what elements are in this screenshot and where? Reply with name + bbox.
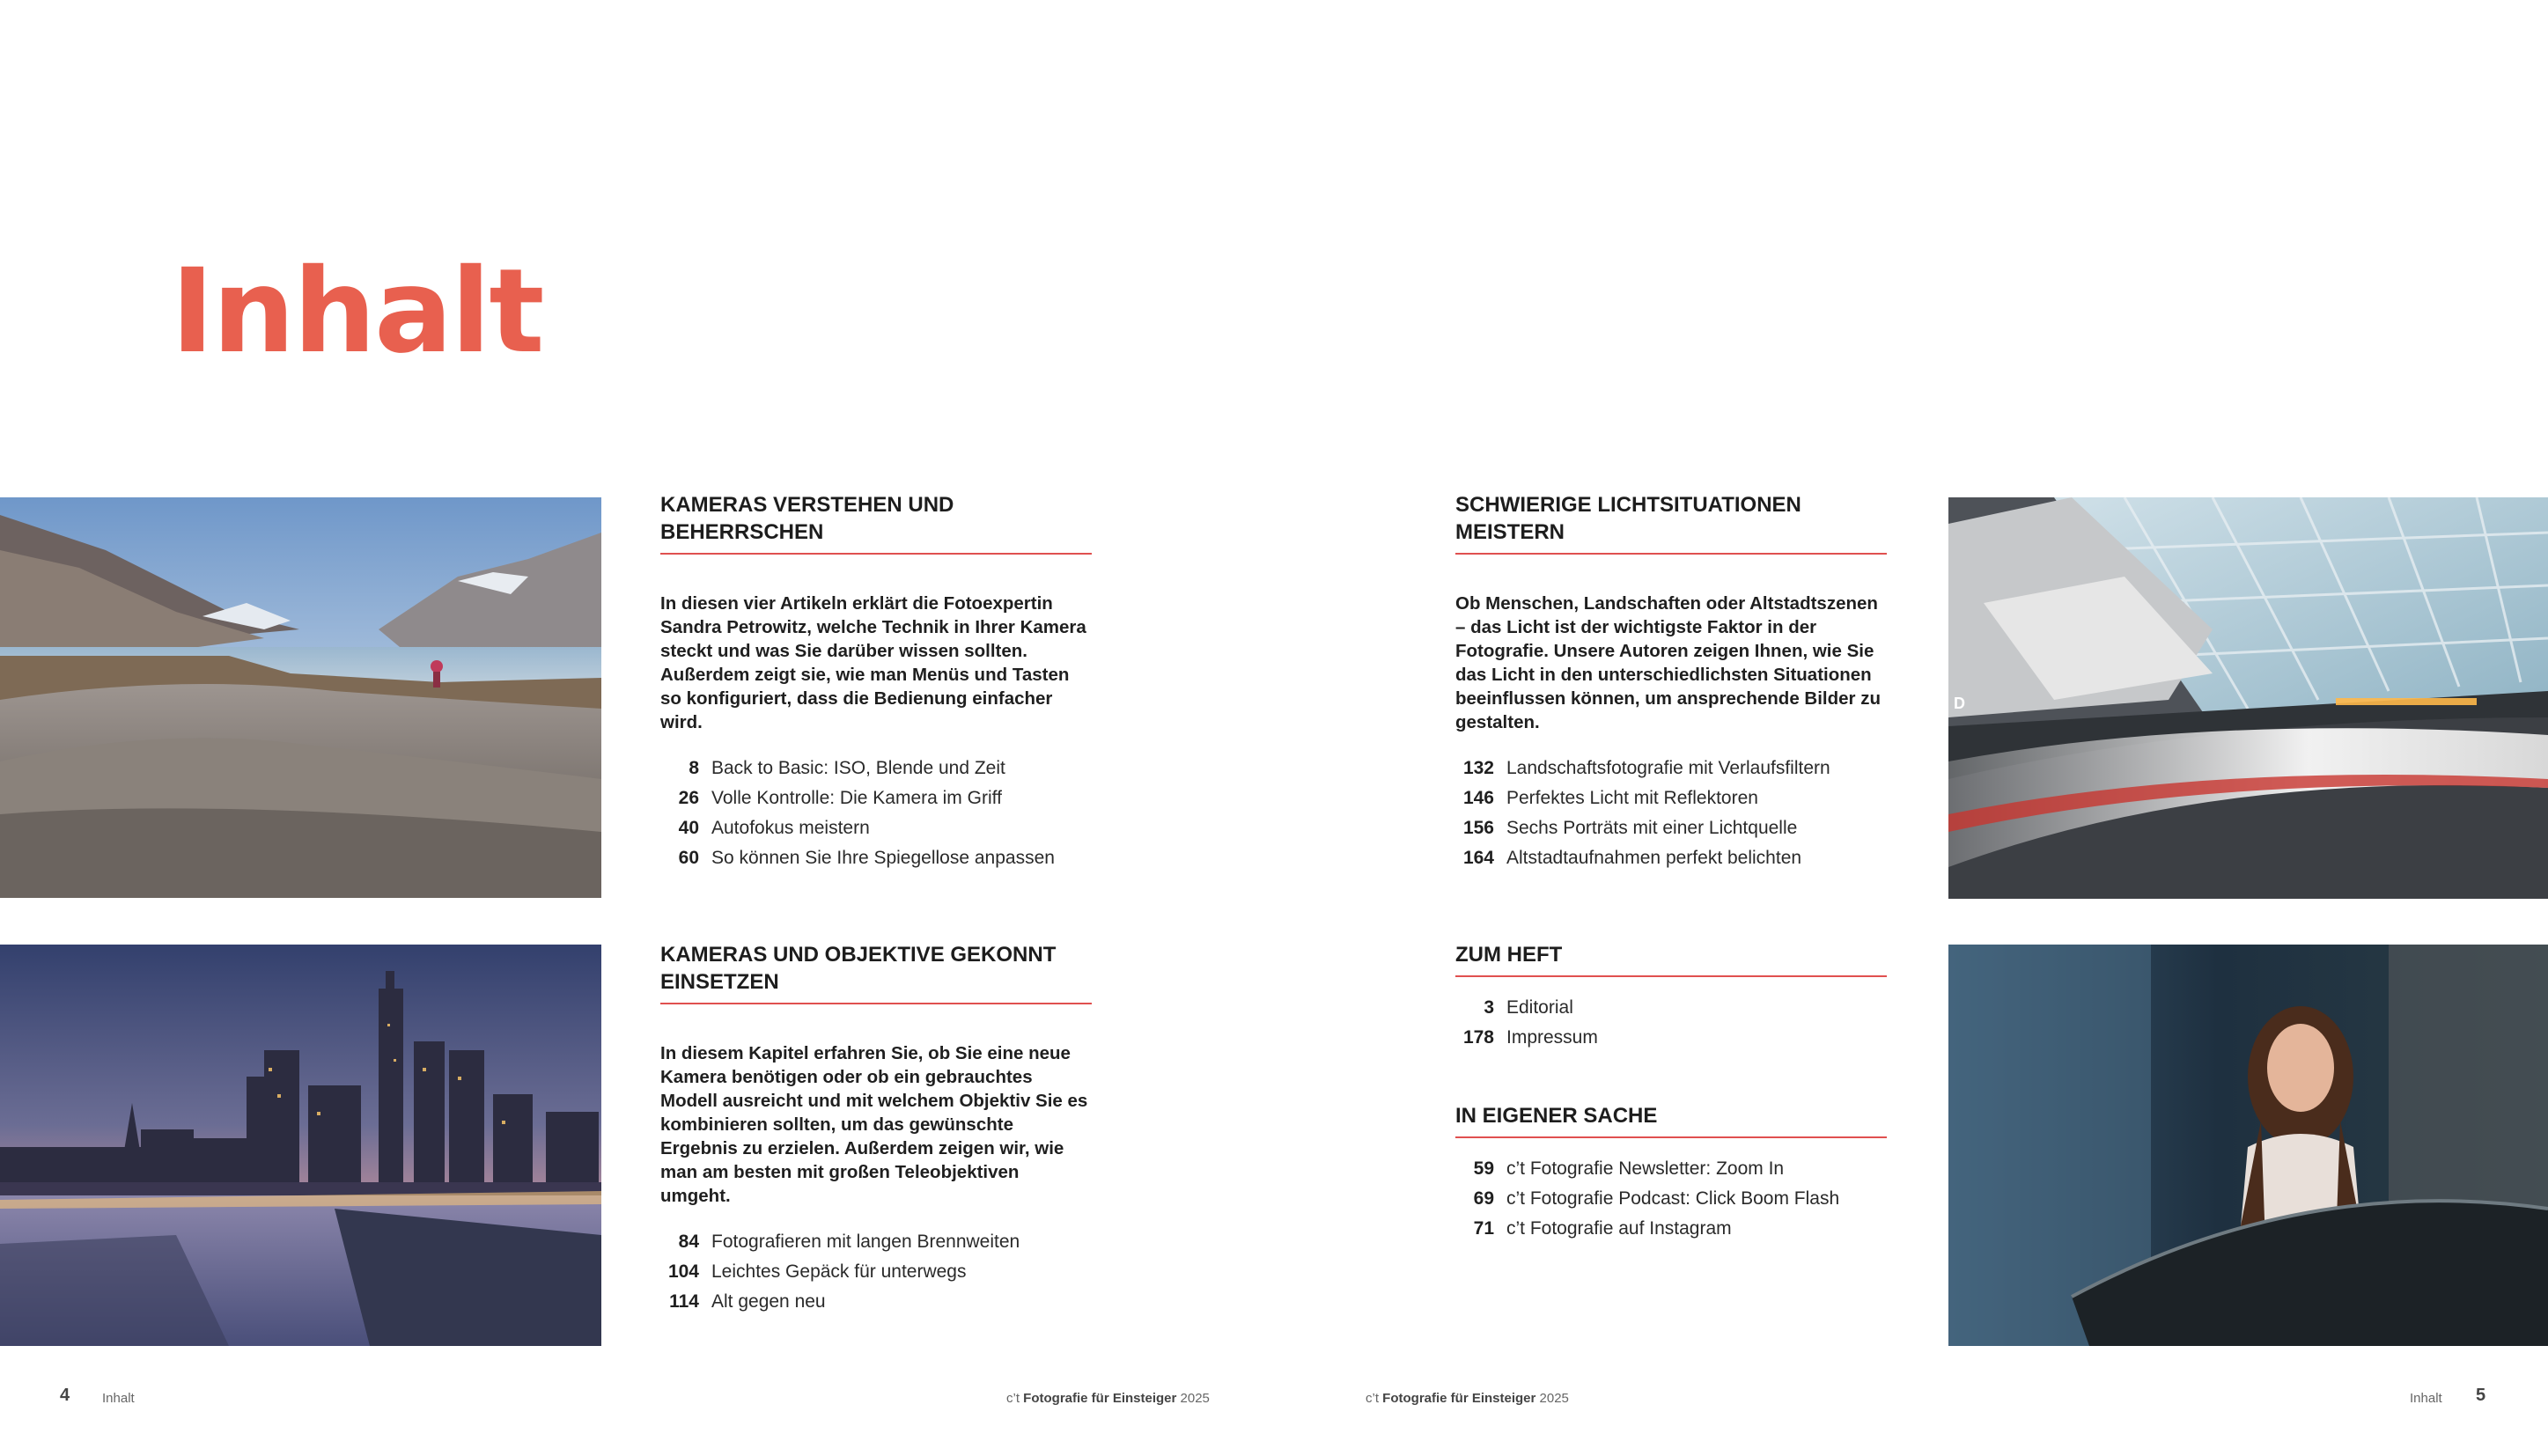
footer-right-label: Inhalt xyxy=(2410,1391,2442,1406)
station-sign-letter: D xyxy=(1954,695,1965,712)
toc-list xyxy=(1455,1154,1887,1244)
toc-page: 164 xyxy=(1462,848,1494,868)
toc-entry[interactable] xyxy=(660,1227,1092,1257)
toc-page: 40 xyxy=(678,818,699,838)
toc-entry[interactable] xyxy=(1455,1154,1887,1184)
section-heading: KAMERAS VERSTEHEN UND BEHERRSCHEN xyxy=(660,491,1092,555)
toc-title: Sechs Porträts mit einer Lichtquelle xyxy=(1506,818,1798,838)
toc-page: 84 xyxy=(678,1232,699,1252)
magazine-year: 2025 xyxy=(1539,1391,1569,1406)
toc-section-cameras-basics xyxy=(660,491,1092,873)
landscape-photo xyxy=(0,497,601,898)
train-station-photo xyxy=(1948,497,2548,899)
footer-right-magazine xyxy=(1366,1391,1569,1406)
section-heading: ZUM HEFT xyxy=(1455,941,1887,977)
section-heading: KAMERAS UND OBJEKTIVE GEKONNT EINSETZEN xyxy=(660,941,1092,1004)
toc-page: 132 xyxy=(1462,758,1494,778)
toc-page: 8 xyxy=(689,758,699,778)
portrait-photo xyxy=(1948,945,2548,1346)
page-title: Inhalt xyxy=(171,244,543,379)
toc-page: 69 xyxy=(1473,1188,1494,1209)
footer-left-magazine xyxy=(1006,1391,1210,1406)
toc-page: 71 xyxy=(1473,1218,1494,1239)
magazine-brand: c’t xyxy=(1006,1391,1020,1406)
toc-entry[interactable] xyxy=(1455,754,1887,783)
toc-title: c’t Fotografie auf Instagram xyxy=(1506,1218,1732,1239)
toc-entry[interactable] xyxy=(1455,813,1887,843)
toc-section-issue xyxy=(1455,941,1887,1053)
toc-page: 146 xyxy=(1462,788,1494,808)
toc-entry[interactable] xyxy=(1455,993,1887,1023)
toc-page: 3 xyxy=(1484,997,1494,1018)
toc-title: c’t Fotografie Podcast: Click Boom Flash xyxy=(1506,1188,1840,1209)
toc-title: Landschaftsfotografie mit Verlaufsfiltern xyxy=(1506,758,1830,778)
toc-entry[interactable] xyxy=(660,754,1092,783)
toc-entry[interactable] xyxy=(660,813,1092,843)
toc-page: 26 xyxy=(678,788,699,808)
toc-list xyxy=(660,1227,1092,1317)
toc-page: 156 xyxy=(1462,818,1494,838)
toc-page: 178 xyxy=(1462,1027,1494,1048)
toc-title: Fotografieren mit langen Brennweiten xyxy=(711,1232,1020,1252)
toc-entry[interactable] xyxy=(660,843,1092,873)
magazine-year: 2025 xyxy=(1180,1391,1210,1406)
toc-section-own-affairs xyxy=(1455,1102,1887,1244)
section-intro: Ob Menschen, Landschaften oder Altstadtszenen – das Licht ist der wichtigste Faktor in der Fotografie. Unsere Autoren zeigen Ihnen, wie Sie das Licht in den unterschiedlichsten Situationen beeinflussen können, um ansprechende Bilder zu gestalten. xyxy=(1455,593,1881,732)
toc-entry[interactable] xyxy=(1455,843,1887,873)
footer-left-page-number: 4 xyxy=(60,1386,70,1405)
toc-entry[interactable] xyxy=(660,1287,1092,1317)
toc-title: So können Sie Ihre Spiegellose anpassen xyxy=(711,848,1055,868)
toc-list xyxy=(660,754,1092,873)
section-intro: In diesen vier Artikeln erklärt die Fotoexpertin Sandra Petrowitz, welche Technik in Ihrer Kamera steckt und was Sie darüber wissen sollten. Außerdem zeigt sie, wie man Menüs und Tasten so konfiguriert, dass die Bedienung einfacher wird. xyxy=(660,593,1086,732)
toc-entry[interactable] xyxy=(660,1257,1092,1287)
section-intro: In diesem Kapitel erfahren Sie, ob Sie eine neue Kamera benötigen oder ob ein gebrauchtes Modell ausreicht und mit welchem Objektiv Sie es kombinieren sollten, um das gewünschte Ergebnis zu erzielen. Außerdem zeigen wir, wie man am besten mit großen Teleobjektiven umgeht. xyxy=(660,1043,1088,1206)
city-night-photo xyxy=(0,945,601,1346)
toc-entry[interactable] xyxy=(1455,1214,1887,1244)
section-heading: IN EIGENER SACHE xyxy=(1455,1102,1887,1138)
toc-title: Leichtes Gepäck für unterwegs xyxy=(711,1261,967,1282)
toc-title: Volle Kontrolle: Die Kamera im Griff xyxy=(711,788,1002,808)
section-heading: SCHWIERIGE LICHTSITUATIONEN MEISTERN xyxy=(1455,491,1887,555)
toc-title: Perfektes Licht mit Reflektoren xyxy=(1506,788,1758,808)
toc-title: Altstadtaufnahmen perfekt belichten xyxy=(1506,848,1802,868)
toc-title: Back to Basic: ISO, Blende und Zeit xyxy=(711,758,1005,778)
toc-title: c’t Fotografie Newsletter: Zoom In xyxy=(1506,1158,1785,1179)
toc-section-cameras-lenses xyxy=(660,941,1092,1317)
toc-page: 104 xyxy=(667,1261,699,1282)
toc-entry[interactable] xyxy=(1455,1184,1887,1214)
magazine-brand: c’t xyxy=(1366,1391,1379,1406)
toc-list xyxy=(1455,993,1887,1053)
footer-right-page-number: 5 xyxy=(2476,1386,2486,1405)
toc-page: 59 xyxy=(1473,1158,1494,1179)
toc-title: Impressum xyxy=(1506,1027,1598,1048)
toc-title: Alt gegen neu xyxy=(711,1291,826,1312)
magazine-name: Fotografie für Einsteiger xyxy=(1382,1391,1536,1406)
toc-entry[interactable] xyxy=(1455,1023,1887,1053)
toc-page: 60 xyxy=(678,848,699,868)
toc-title: Autofokus meistern xyxy=(711,818,870,838)
toc-page: 114 xyxy=(669,1291,699,1312)
toc-list xyxy=(1455,754,1887,873)
toc-entry[interactable] xyxy=(660,783,1092,813)
footer-left-label: Inhalt xyxy=(102,1391,135,1406)
toc-entry[interactable] xyxy=(1455,783,1887,813)
magazine-name: Fotografie für Einsteiger xyxy=(1023,1391,1177,1406)
toc-section-light xyxy=(1455,491,1887,873)
toc-title: Editorial xyxy=(1506,997,1573,1018)
